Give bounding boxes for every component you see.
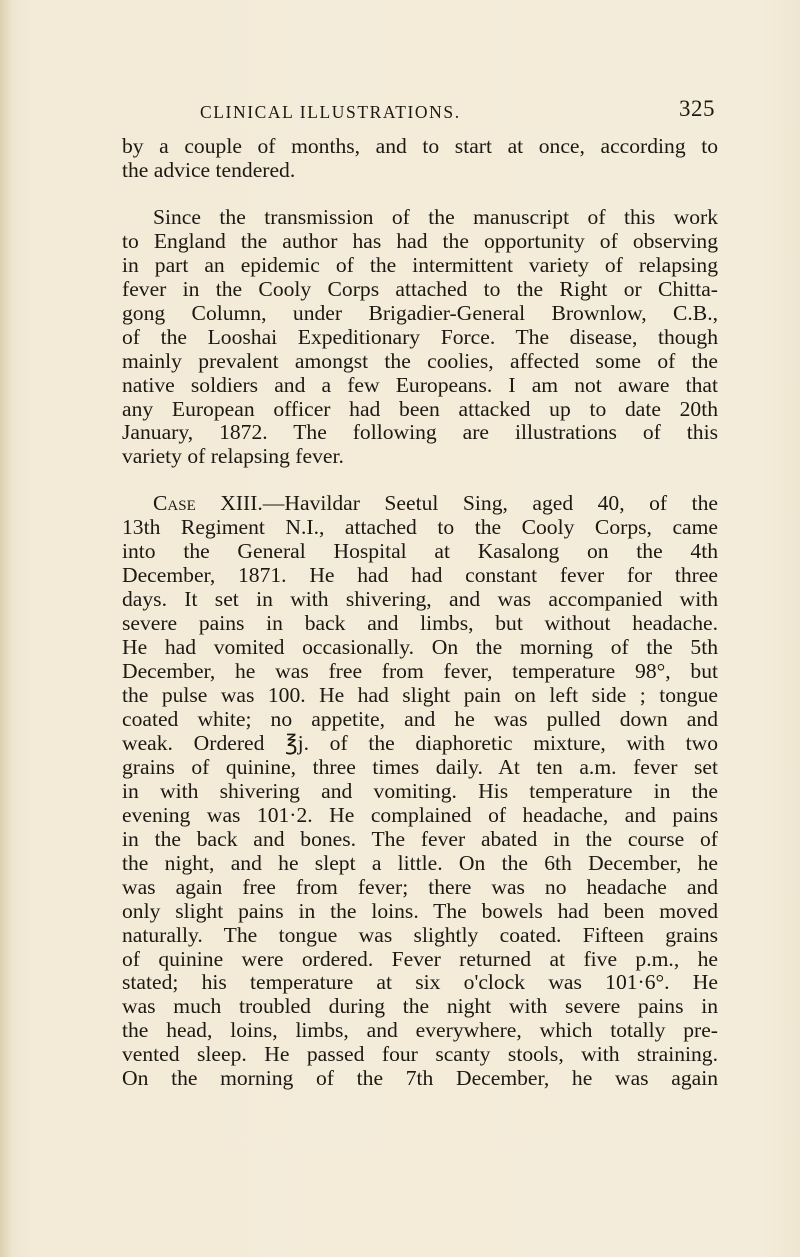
text-line: by a couple of months, and to start at once, according to [122, 134, 718, 158]
text-line: coated white; no appetite, and he was pulled down and [122, 706, 718, 731]
text-line: into the General Hospital at Kasalong on the 4th [122, 539, 718, 564]
text-line: grains of quinine, three times daily. At ten a.m. fever set [122, 754, 718, 779]
text-line-rest: —Havildar Seetul Sing, aged 40, of the [262, 491, 718, 516]
text-line: December, he was free from fever, temperature 98°, but [122, 659, 718, 684]
text-line: in with shivering and vomiting. His temperature in the [122, 778, 718, 803]
text-line: native soldiers and a few Europeans. I am not aware that [122, 372, 718, 397]
text-line: mainly prevalent amongst the coolies, affected some of the [122, 348, 718, 373]
paragraph-case-xiii [122, 492, 718, 1091]
text-line: the pulse was 100. He had slight pain on left side ; tongue [122, 683, 718, 708]
text-line: any European officer had been attacked up to date 20th [122, 396, 718, 421]
text-line: He had vomited occasionally. On the morning of the 5th [122, 635, 718, 660]
text-line: December, 1871. He had had constant fever for three [122, 563, 718, 588]
text-line: of quinine were ordered. Fever returned at five p.m., he [122, 946, 718, 971]
text-line: stated; his temperature at six o'clock was 101·6°. He [122, 970, 718, 995]
case-label: Case XIII. [153, 491, 263, 516]
body-text [122, 135, 718, 1091]
text-line: only slight pains in the loins. The bowels had been moved [122, 898, 718, 923]
text-line [122, 492, 718, 516]
text-line: in part an epidemic of the intermittent variety of relapsing [122, 252, 718, 277]
text-line: was much troubled during the night with severe pains in [122, 994, 718, 1019]
text-line: naturally. The tongue was slightly coated. Fifteen grains [122, 922, 718, 947]
text-line: severe pains in back and limbs, but without headache. [122, 611, 718, 636]
text-line: vented sleep. He passed four scanty stools, with straining. [122, 1042, 718, 1067]
text-line: to England the author has had the opportunity of observing [122, 228, 718, 253]
header-title: CLINICAL ILLUSTRATIONS. [200, 102, 461, 122]
text-line: the advice tendered. [122, 157, 296, 182]
text-line: fever in the Cooly Corps attached to the Right or Chitta- [122, 276, 718, 301]
paragraph-continuation [122, 135, 718, 183]
text-line: weak. Ordered ℥j. of the diaphoretic mixture, with two [122, 730, 718, 755]
paragraph-epidemic [122, 206, 718, 469]
text-line: January, 1872. The following are illustrations of this [122, 420, 718, 445]
text-line: variety of relapsing fever. [122, 444, 344, 469]
text-line: gong Column, under Brigadier-General Brownlow, C.B., [122, 300, 718, 325]
page-number: 325 [679, 96, 715, 121]
gutter-shadow [0, 0, 12, 1257]
text-line: the head, loins, limbs, and everywhere, which totally pre- [122, 1018, 718, 1043]
text-line: in the back and bones. The fever abated in the course of [122, 826, 718, 851]
text-line: days. It set in with shivering, and was accompanied with [122, 587, 718, 612]
text-line: Since the transmission of the manuscript of this work [153, 204, 718, 229]
running-head [200, 96, 715, 126]
text-line: of the Looshai Expeditionary Force. The disease, though [122, 324, 718, 349]
text-line: was again free from fever; there was no headache and [122, 874, 718, 899]
text-line: On the morning of the 7th December, he was again [122, 1066, 718, 1091]
text-line: the night, and he slept a little. On the 6th December, he [122, 850, 718, 875]
text-line: 13th Regiment N.I., attached to the Cooly Corps, came [122, 515, 718, 540]
text-line: evening was 101·2. He complained of headache, and pains [122, 802, 718, 827]
